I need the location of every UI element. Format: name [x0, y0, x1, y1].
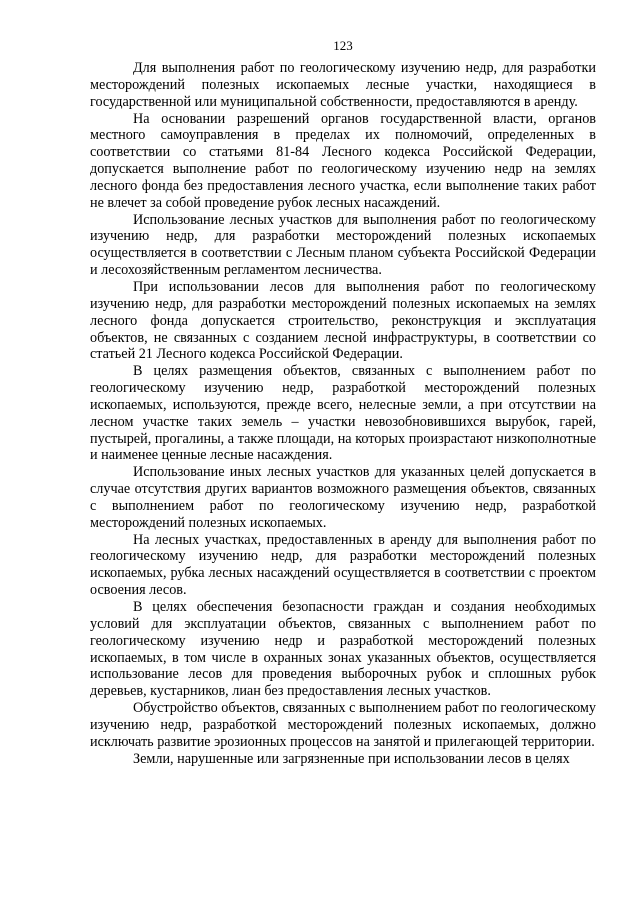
paragraph: При использовании лесов для выполнения работ по геологическому изучению недр, для разработки месторождений полезных ископаемых на землях лесного фонда допускается строительство, реконструкция и эксплуатация объектов, не связанных с созданием лесной инфраструктуры, в соответствии со статьей 21 Лесного кодекса Российской Федерации.	[90, 278, 596, 363]
page-number: 123	[333, 38, 353, 53]
paragraph: На лесных участках, предоставленных в аренду для выполнения работ по геологическому изучению недр, для разработки месторождений полезных ископаемых, рубка лесных насаждений осуществляется в соответствии с проектом освоения лесов.	[90, 531, 596, 599]
paragraph: Земли, нарушенные или загрязненные при использовании лесов в целях	[133, 750, 570, 767]
paragraph: Обустройство объектов, связанных с выполнением работ по геологическому изучению недр, разработкой месторождений полезных ископаемых, должно исключать развитие эрозионных процессов на занятой и прилегающей территории.	[90, 700, 596, 750]
paragraph: Использование лесных участков для выполнения работ по геологическому изучению недр, для разработки месторождений полезных ископаемых осуществляется в соответствии с Лесным планом субъекта Российской Федерации и лесохозяйственным регламентом лесничества.	[90, 211, 596, 279]
paragraph: В целях размещения объектов, связанных с выполнением работ по геологическому изучению недр, разработкой месторождений полезных ископаемых, используются, прежде всего, нелесные земли, а при отсутствии на лесном участке таких земель – участки невозобновившихся вырубок, гарей, пустырей, прогалины, а также площади, на которых произрастают низкополнотные и наименее ценные лесные насаждения.	[90, 363, 596, 464]
paragraph: Использование иных лесных участков для указанных целей допускается в случае отсутствия других вариантов возможного размещения объектов, связанных с выполнением работ по геологическому изучению недр, разработкой месторождений полезных ископаемых.	[90, 464, 596, 531]
paragraph: В целях обеспечения безопасности граждан и создания необходимых условий для эксплуатации объектов, связанных с выполнением работ по геологическому изучению недр и разработкой месторождений полезных ископаемых, в том числе в охранных зонах указанных объектов, осуществляется использование лесов для проведения выборочных рубок и сплошных рубок деревьев, кустарников, лиан без предоставления лесных участков.	[90, 599, 596, 700]
paragraph: Для выполнения работ по геологическому изучению недр, для разработки месторождений полезных ископаемых лесные участки, находящиеся в государственной или муниципальной собственности, предоставляются в аренду.	[90, 60, 596, 110]
paragraph: На основании разрешений органов государственной власти, органов местного самоуправления в пределах их полномочий, определенных в соответствии со статьями 81-84 Лесного кодекса Российской Федерации, допускается выполнение работ по геологическому изучению недр на землях лесного фонда без предоставления лесного участка, если выполнение таких работ не влечет за собой проведение рубок лесных насаждений.	[90, 110, 596, 211]
